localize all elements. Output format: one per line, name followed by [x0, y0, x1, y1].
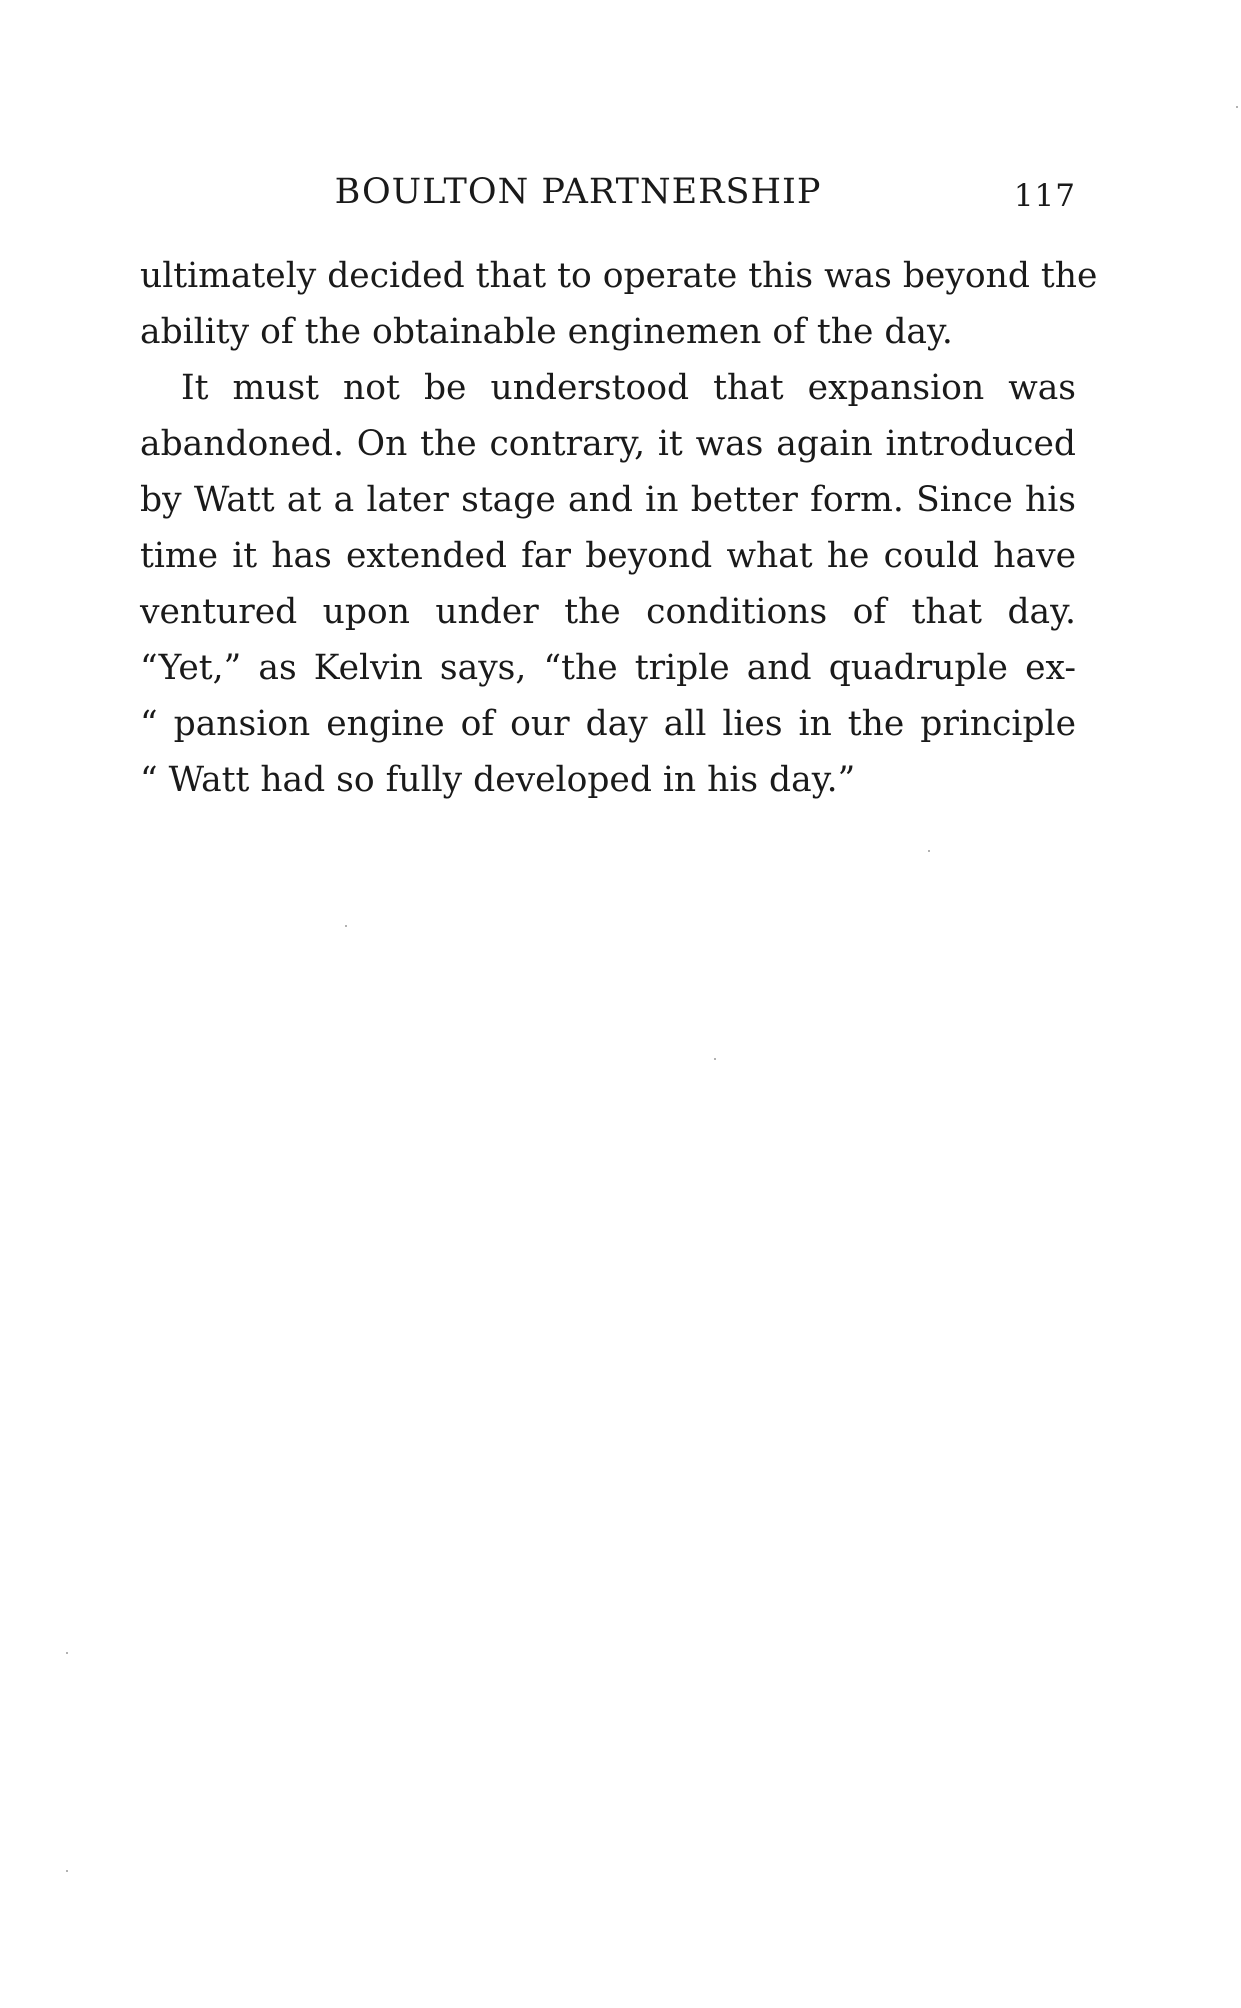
text-line: It must not be understood that expansion was [181, 368, 1076, 408]
text-line: by Watt at a later stage and in better form. Since his [140, 480, 1076, 520]
running-head [140, 168, 1076, 216]
scan-speck [345, 925, 347, 927]
scan-speck [714, 1058, 716, 1060]
scan-speck [66, 1870, 68, 1872]
running-title: BOULTON PARTNERSHIP [334, 172, 822, 212]
scan-speck [1236, 106, 1238, 108]
page-number: 117 [1013, 178, 1076, 214]
text-line: time it has extended far beyond what he could have [140, 536, 1076, 576]
text-line: “ pansion engine of our day all lies in the principle [140, 704, 1076, 744]
text-line: “Yet,” as Kelvin says, “the triple and quadruple ex- [140, 648, 1076, 688]
text-line: “ Watt had so fully developed in his day.” [140, 760, 856, 800]
text-line: ability of the obtainable enginemen of the day. [140, 312, 953, 352]
text-line: ventured upon under the conditions of that day. [140, 592, 1076, 632]
scan-speck [928, 850, 930, 852]
text-line: abandoned. On the contrary, it was again introduced [140, 424, 1076, 464]
body-text [140, 248, 1098, 808]
text-line: ultimately decided that to operate this was beyond the [140, 256, 1098, 296]
scan-speck [66, 1652, 68, 1654]
